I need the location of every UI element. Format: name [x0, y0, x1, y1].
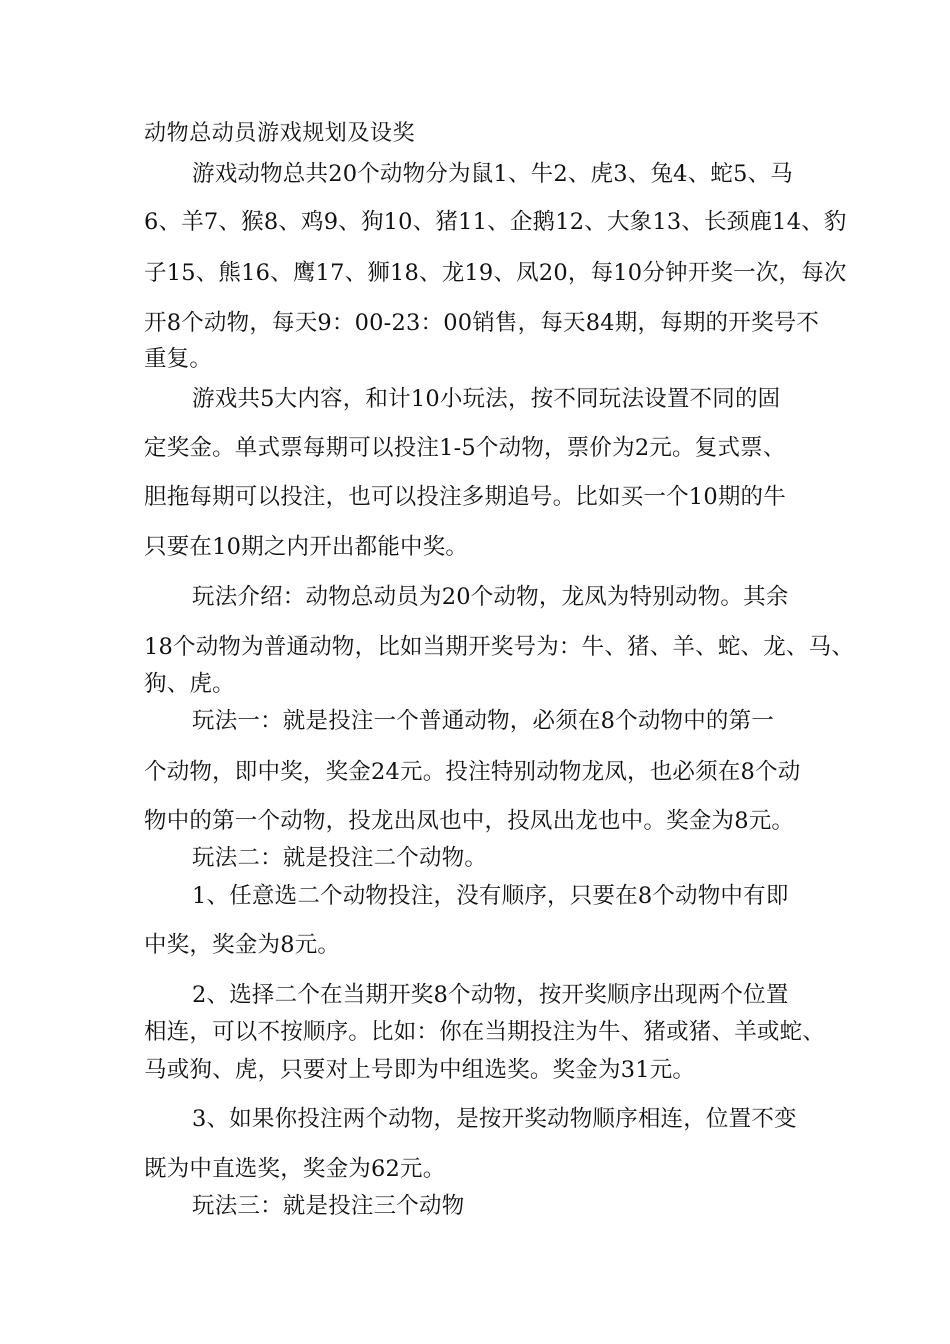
paragraph-line: 狗、虎。	[144, 671, 235, 697]
paragraph-line: 6、羊7、猴8、鸡9、狗10、猪11、企鹅12、大象13、长颈鹿14、豹	[144, 209, 847, 235]
paragraph-line: 游戏动物总共20个动物分为鼠1、牛2、虎3、兔4、蛇5、马	[192, 161, 794, 187]
paragraph-line: 玩法三：就是投注三个动物	[192, 1193, 465, 1219]
paragraph-line: 马或狗、虎，只要对上号即为中组选奖。奖金为31元。	[144, 1057, 696, 1083]
paragraph-line: 既为中直选奖，奖金为62元。	[144, 1156, 446, 1182]
paragraph-line: 玩法介绍：动物总动员为20个动物，龙凤为特别动物。其余	[192, 584, 789, 610]
paragraph-line: 定奖金。单式票每期可以投注1-5个动物，票价为2元。复式票、	[144, 435, 786, 461]
paragraph-line: 子15、熊16、鹰17、狮18、龙19、凤20，每10分钟开奖一次，每次	[144, 260, 847, 286]
paragraph-line: 玩法二：就是投注二个动物。	[192, 845, 488, 871]
paragraph-line: 玩法一：就是投注一个普通动物，必须在8个动物中的第一	[192, 708, 775, 734]
paragraph-line: 个动物，即中奖，奖金24元。投注特别动物龙凤，也必须在8个动	[144, 759, 801, 785]
paragraph-line: 18个动物为普通动物，比如当期开奖号为：牛、猪、羊、蛇、龙、马、	[144, 634, 855, 660]
paragraph-line: 3、如果你投注两个动物，是按开奖动物顺序相连，位置不变	[192, 1106, 797, 1132]
paragraph-line: 相连，可以不按顺序。比如：你在当期投注为牛、猪或猪、羊或蛇、	[144, 1019, 826, 1045]
paragraph-line: 只要在10期之内开出都能中奖。	[144, 534, 469, 560]
paragraph-line: 中奖，奖金为8元。	[144, 932, 341, 958]
paragraph-line: 胆拖每期可以投注，也可以投注多期追号。比如买一个10期的牛	[144, 484, 786, 510]
paragraph-line: 2、选择二个在当期开奖8个动物，按开奖顺序出现两个位置	[192, 982, 789, 1008]
paragraph-line: 游戏共5大内容，和计10小玩法，按不同玩法设置不同的固	[192, 386, 781, 412]
document-title: 动物总动员游戏规划及设奖	[144, 121, 416, 146]
paragraph-line: 重复。	[144, 346, 213, 372]
paragraph-line: 开8个动物，每天9：00-23：00销售，每天84期，每期的开奖号不	[144, 310, 820, 336]
paragraph-line: 1、任意选二个动物投注，没有顺序，只要在8个动物中有即	[192, 883, 789, 909]
paragraph-line: 物中的第一个动物，投龙出凤也中，投凤出龙也中。奖金为8元。	[144, 808, 795, 834]
